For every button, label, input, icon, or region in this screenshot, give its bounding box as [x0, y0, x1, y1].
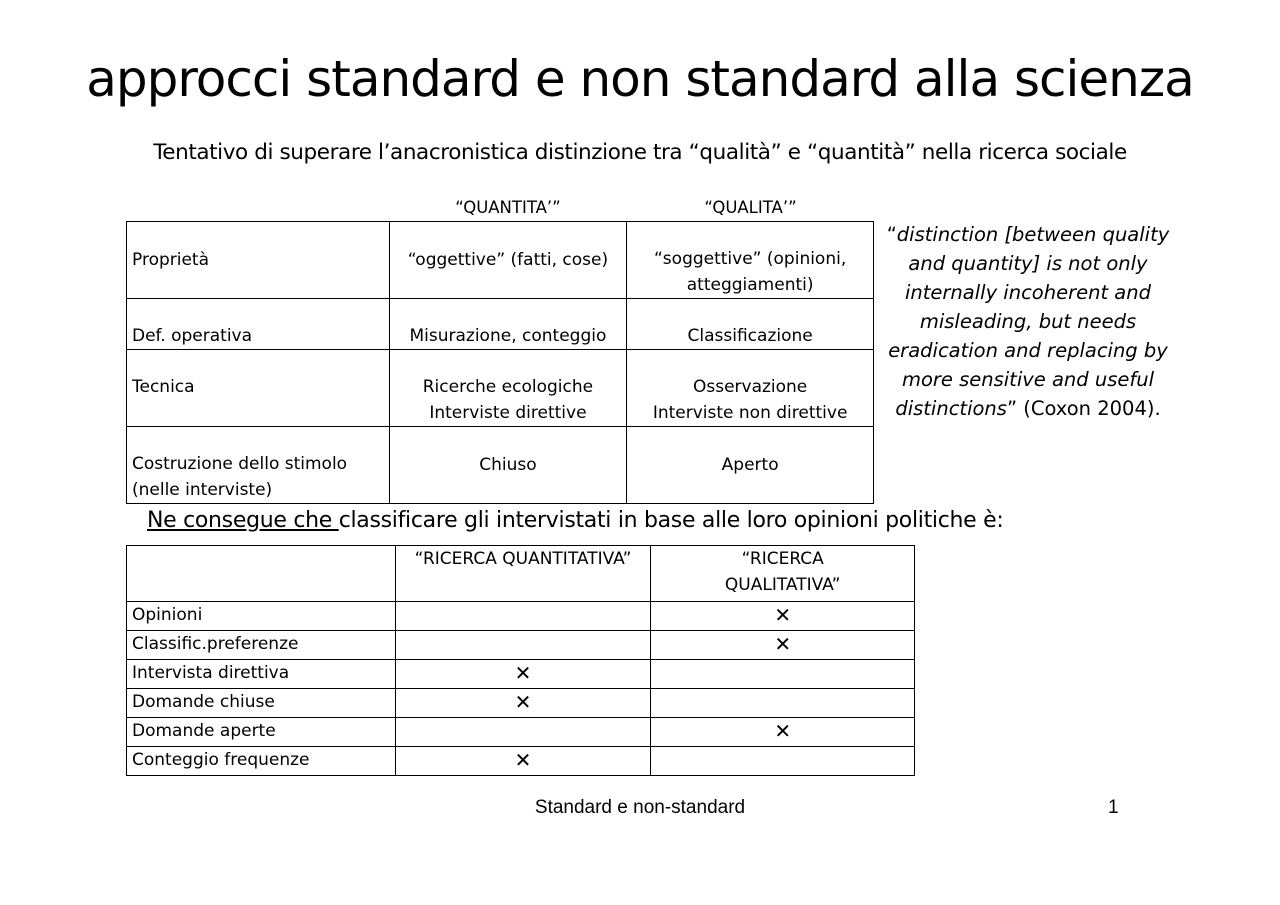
cell-qualitativa	[651, 660, 915, 689]
check-x-icon: ✕	[514, 690, 532, 714]
cell-qualita	[627, 222, 874, 299]
row-label: Classific.preferenze	[127, 631, 396, 660]
lead-rest: classificare gli intervistati in base alle loro opinioni politiche è:	[338, 508, 1004, 533]
check-x-icon: ✕	[514, 748, 532, 772]
cell-line: (nelle interviste)	[132, 480, 273, 500]
footer-text: Standard e non-standard	[534, 797, 746, 818]
header-line: “RICERCA	[741, 549, 824, 569]
page-number: 1	[1108, 797, 1119, 818]
lead-sentence	[147, 508, 1003, 533]
quote-citation: ” (Coxon 2004).	[1006, 397, 1161, 420]
cell-qualitativa	[651, 602, 915, 631]
row-label: Conteggio frequenze	[127, 747, 396, 776]
table-row	[127, 427, 874, 504]
header-line: QUALITATIVA”	[724, 575, 841, 595]
cell-line: Interviste direttive	[429, 403, 587, 423]
cell-quantita: Chiuso	[389, 427, 627, 504]
comparison-table	[126, 221, 874, 504]
cell-qualitativa	[651, 747, 915, 776]
cell-quantitativa	[395, 747, 651, 776]
cell-quantitativa	[395, 602, 651, 631]
empty-header-cell	[127, 546, 396, 602]
cell-line: atteggiamenti)	[686, 275, 814, 295]
col-header-quantitativa: “RICERCA QUANTITATIVA”	[395, 546, 651, 602]
col-header-quantita: “QUANTITA’”	[455, 198, 561, 217]
row-label: Domande aperte	[127, 718, 396, 747]
table-row	[127, 660, 915, 689]
cell-qualita	[627, 350, 874, 427]
check-x-icon: ✕	[514, 661, 532, 685]
row-label: Intervista direttiva	[127, 660, 396, 689]
row-label: Domande chiuse	[127, 689, 396, 718]
slide-subtitle: Tentativo di superare l’anacronistica distinzione tra “qualità” e “quantità” nella ricerca sociale	[153, 140, 1127, 165]
cell-quantita	[389, 350, 627, 427]
table-row	[127, 747, 915, 776]
cell-quantitativa	[395, 718, 651, 747]
cell-qualita: Classificazione	[627, 299, 874, 350]
cell-line: Osservazione	[692, 377, 808, 397]
check-x-icon: ✕	[774, 603, 792, 627]
table-row	[127, 299, 874, 350]
classification-table	[126, 545, 915, 776]
quote-italic-text: distinction [between quality and quantity] is not only internally incoherent and misleading, but needs eradication and replacing by more sensitive and useful distinctions	[888, 223, 1170, 420]
cell-line: “soggettive” (opinioni,	[654, 249, 847, 269]
cell-qualitativa	[651, 631, 915, 660]
coxon-quote	[880, 220, 1176, 423]
slide-title: approcci standard e non standard alla scienza	[86, 50, 1194, 108]
row-label: Tecnica	[127, 350, 390, 427]
table-row	[127, 631, 915, 660]
cell-quantita: Misurazione, conteggio	[389, 299, 627, 350]
row-label: Def. operativa	[127, 299, 390, 350]
table-row	[127, 602, 915, 631]
classification-rows	[127, 602, 915, 776]
check-x-icon: ✕	[774, 719, 792, 743]
cell-quantitativa	[395, 660, 651, 689]
cell-quantitativa	[395, 689, 651, 718]
cell-quantitativa	[395, 631, 651, 660]
check-x-icon: ✕	[774, 632, 792, 656]
table-row	[127, 350, 874, 427]
table-header-row	[127, 546, 915, 602]
cell-qualitativa	[651, 718, 915, 747]
cell-line: Interviste non direttive	[652, 403, 848, 423]
lead-underlined: Ne consegue che	[147, 508, 339, 533]
table-row	[127, 222, 874, 299]
col-header-qualita: “QUALITA’”	[704, 198, 797, 217]
quote-open-mark: “	[886, 223, 897, 246]
table-row	[127, 718, 915, 747]
row-label	[127, 427, 390, 504]
row-label: Opinioni	[127, 602, 396, 631]
col-header-qualitativa	[651, 546, 915, 602]
cell-qualitativa	[651, 689, 915, 718]
cell-quantita: “oggettive” (fatti, cose)	[389, 222, 627, 299]
row-label: Proprietà	[127, 222, 390, 299]
table-row	[127, 689, 915, 718]
cell-line: Ricerche ecologiche	[422, 377, 594, 397]
cell-line: Costruzione dello stimolo	[132, 454, 348, 474]
cell-qualita: Aperto	[627, 427, 874, 504]
